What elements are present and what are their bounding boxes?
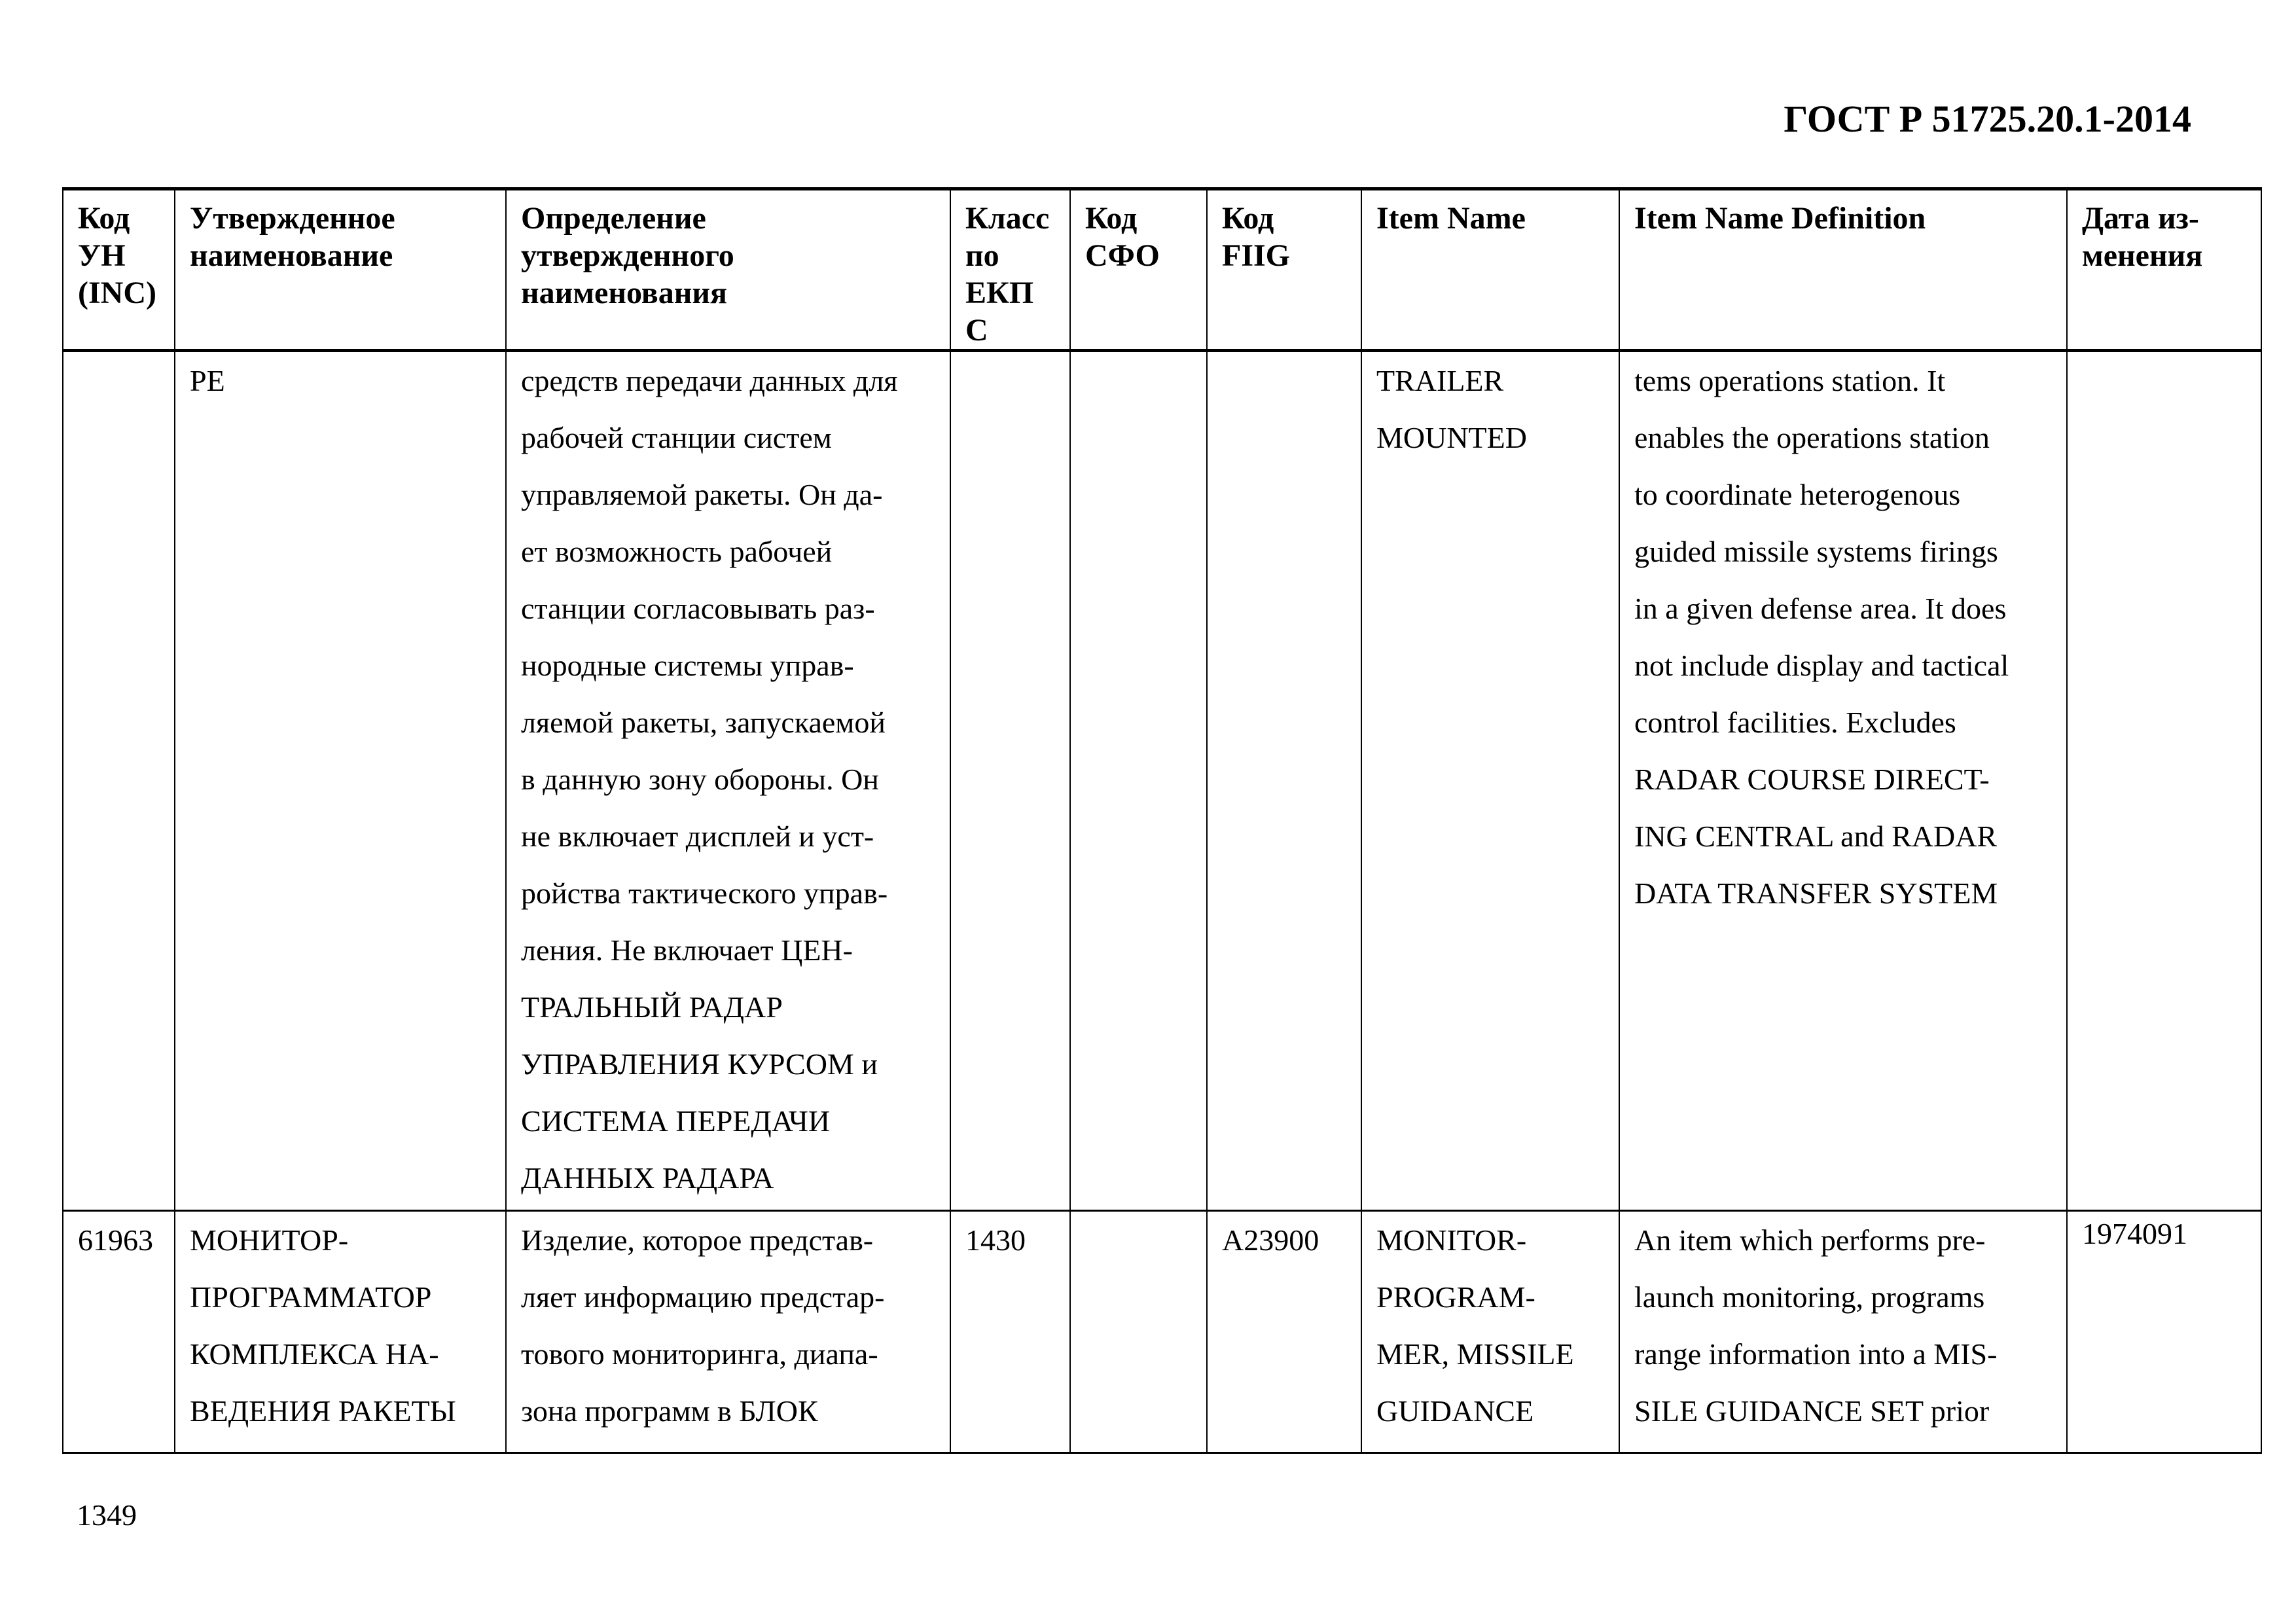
column-header-line: СФО bbox=[1085, 238, 1160, 273]
cell-text-line: ПРОГРАММАТОР bbox=[190, 1280, 432, 1314]
table-cell bbox=[1070, 351, 1207, 1211]
column-header bbox=[2067, 189, 2261, 351]
column-header bbox=[1207, 189, 1361, 351]
cell-text-line: in a given defense area. It does bbox=[1634, 592, 2007, 625]
cell-text-line: УПРАВЛЕНИЯ КУРСОМ и bbox=[521, 1047, 878, 1081]
cell-text-line: МОНИТОР- bbox=[190, 1223, 349, 1257]
data-table bbox=[62, 187, 2262, 1454]
cell-text-line: ляемой ракеты, запускаемой bbox=[521, 706, 886, 739]
cell-text-line: enables the operations station bbox=[1634, 421, 1990, 454]
document-title: ГОСТ Р 51725.20.1-2014 bbox=[1784, 98, 2191, 140]
column-header-line: менения bbox=[2082, 238, 2203, 273]
cell-text-line: управляемой ракеты. Он да- bbox=[521, 478, 883, 511]
column-header-line: Код bbox=[1085, 201, 1138, 236]
cell-text-line: станции согласовывать раз- bbox=[521, 592, 875, 625]
cell-text-line: A23900 bbox=[1222, 1223, 1319, 1257]
cell-text-line: to coordinate heterogenous bbox=[1634, 478, 1961, 511]
cell-text-line: ДАННЫХ РАДАРА bbox=[521, 1161, 774, 1195]
page-number: 1349 bbox=[77, 1498, 137, 1532]
cell-text-line: ет возможность рабочей bbox=[521, 535, 833, 568]
cell-text-line: ляет информацию предстар- bbox=[521, 1280, 885, 1314]
table-cell bbox=[175, 351, 506, 1211]
column-header bbox=[63, 189, 175, 351]
cell-text-line: TRAILER bbox=[1376, 364, 1504, 397]
cell-text-line: 61963 bbox=[78, 1223, 153, 1257]
column-header-line: Код bbox=[78, 201, 130, 236]
cell-text-line: control facilities. Excludes bbox=[1634, 706, 1956, 739]
column-header-line: УН bbox=[78, 238, 126, 273]
cell-text-line: ВЕДЕНИЯ РАКЕТЫ bbox=[190, 1394, 456, 1428]
table-row bbox=[63, 351, 2261, 1211]
table-cell bbox=[1619, 351, 2067, 1211]
table-cell bbox=[950, 351, 1070, 1211]
column-header-line: Класс bbox=[965, 201, 1050, 236]
cell-text-line: ления. Не включает ЦЕН- bbox=[521, 933, 853, 967]
cell-text-line: средств передачи данных для bbox=[521, 364, 898, 397]
column-header-line: наименования bbox=[521, 276, 727, 310]
column-header bbox=[1070, 189, 1207, 351]
table-cell bbox=[1619, 1211, 2067, 1453]
table-header-row bbox=[63, 189, 2261, 351]
table-cell bbox=[1070, 1211, 1207, 1453]
cell-text-line: range information into a MIS- bbox=[1634, 1337, 1998, 1371]
column-header-line: (INC) bbox=[78, 276, 156, 310]
table-cell bbox=[63, 351, 175, 1211]
cell-text-line: Изделие, которое представ- bbox=[521, 1223, 874, 1257]
column-header-line: по bbox=[965, 238, 999, 273]
cell-text-line: GUIDANCE bbox=[1376, 1394, 1534, 1428]
cell-text-line: PROGRAM- bbox=[1376, 1280, 1535, 1314]
column-header-line: Item Name bbox=[1376, 201, 1526, 236]
column-header-line: Определение bbox=[521, 201, 706, 236]
cell-text-line: guided missile systems firings bbox=[1634, 535, 1998, 568]
table-cell bbox=[1361, 1211, 1619, 1453]
cell-text-line: СИСТЕМА ПЕРЕДАЧИ bbox=[521, 1104, 831, 1138]
column-header-line: FIIG bbox=[1222, 238, 1291, 273]
column-header-line: Код bbox=[1222, 201, 1274, 236]
cell-text-line: MER, MISSILE bbox=[1376, 1337, 1574, 1371]
cell-text-line: РЕ bbox=[190, 364, 225, 397]
column-header bbox=[1619, 189, 2067, 351]
column-header bbox=[175, 189, 506, 351]
table-cell bbox=[506, 1211, 950, 1453]
cell-text-line: An item which performs pre- bbox=[1634, 1223, 1986, 1257]
cell-text-line: тового мониторинга, диапа- bbox=[521, 1337, 878, 1371]
column-header bbox=[1361, 189, 1619, 351]
cell-text-line: 1974091 bbox=[2082, 1217, 2187, 1250]
cell-text-line: launch monitoring, programs bbox=[1634, 1280, 1985, 1314]
table-cell bbox=[63, 1211, 175, 1453]
cell-text-line: рабочей станции систем bbox=[521, 421, 832, 454]
cell-text-line: 1430 bbox=[965, 1223, 1026, 1257]
column-header bbox=[950, 189, 1070, 351]
cell-text-line: SILE GUIDANCE SET prior bbox=[1634, 1394, 1990, 1428]
table-cell bbox=[175, 1211, 506, 1453]
table-cell bbox=[1361, 351, 1619, 1211]
cell-text-line: в данную зону обороны. Он bbox=[521, 763, 879, 796]
table-cell bbox=[1207, 1211, 1361, 1453]
column-header-line: утвержденного bbox=[521, 238, 734, 273]
column-header-line: С bbox=[965, 313, 988, 348]
cell-text-line: не включает дисплей и уст- bbox=[521, 820, 874, 853]
column-header-line: Дата из- bbox=[2082, 201, 2199, 236]
cell-text-line: ройства тактического управ- bbox=[521, 876, 888, 910]
cell-text-line: ТРАЛЬНЫЙ РАДАР bbox=[521, 990, 783, 1024]
column-header bbox=[506, 189, 950, 351]
table-cell bbox=[1207, 351, 1361, 1211]
cell-text-line: ING CENTRAL and RADAR bbox=[1634, 820, 1998, 853]
column-header-line: ЕКП bbox=[965, 276, 1034, 310]
table-cell bbox=[2067, 1211, 2261, 1453]
column-header-line: наименование bbox=[190, 238, 393, 273]
cell-text-line: нородные системы управ- bbox=[521, 649, 854, 682]
cell-text-line: MONITOR- bbox=[1376, 1223, 1527, 1257]
cell-text-line: DATA TRANSFER SYSTEM bbox=[1634, 876, 1998, 910]
cell-text-line: not include display and tactical bbox=[1634, 649, 2009, 682]
cell-text-line: КОМПЛЕКСА НА- bbox=[190, 1337, 439, 1371]
table-row bbox=[63, 1211, 2261, 1453]
cell-text-line: RADAR COURSE DIRECT- bbox=[1634, 763, 1990, 796]
table-cell bbox=[2067, 351, 2261, 1211]
table-cell bbox=[950, 1211, 1070, 1453]
column-header-line: Item Name Definition bbox=[1634, 201, 1926, 236]
cell-text-line: tems operations station. It bbox=[1634, 364, 1946, 397]
cell-text-line: MOUNTED bbox=[1376, 421, 1527, 454]
column-header-line: Утвержденное bbox=[190, 201, 395, 236]
table-cell bbox=[506, 351, 950, 1211]
cell-text-line: зона программ в БЛОК bbox=[521, 1394, 818, 1428]
